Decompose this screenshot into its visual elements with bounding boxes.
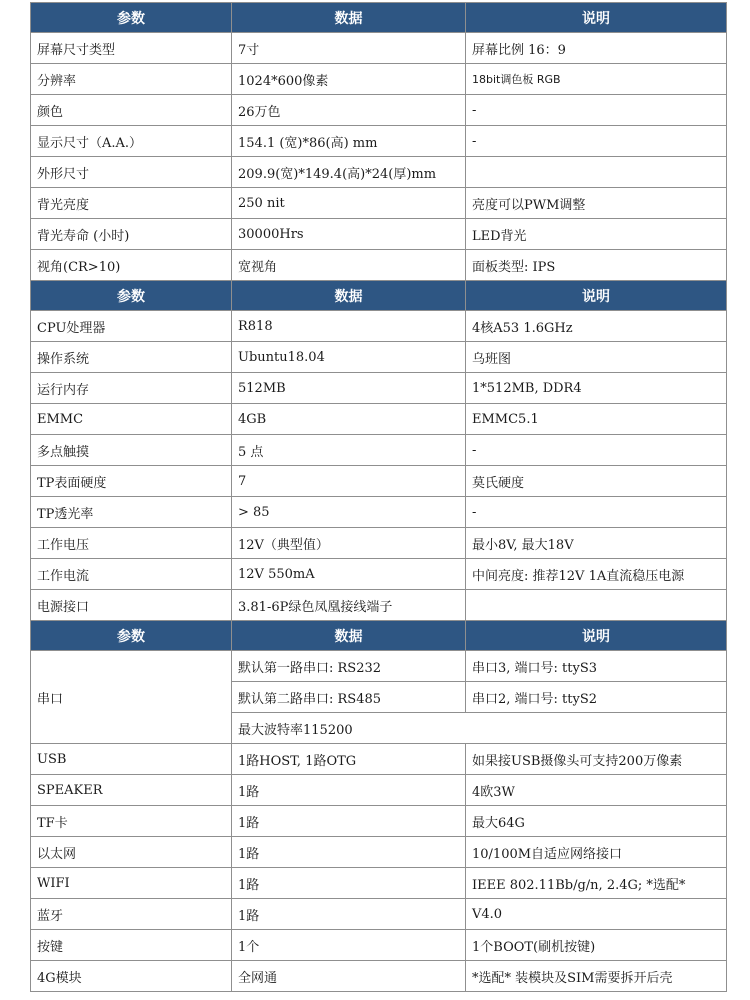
- param-cell: 显示尺寸（A.A.）: [31, 126, 232, 157]
- desc-cell: 如果接USB摄像头可支持200万像素: [466, 744, 727, 775]
- data-cell: R818: [232, 311, 466, 342]
- data-cell: 30000Hrs: [232, 219, 466, 250]
- data-cell: 512MB: [232, 373, 466, 404]
- desc-cell: 4核A53 1.6GHz: [466, 311, 727, 342]
- table-row: [31, 219, 727, 250]
- param-cell: 视角(CR>10): [31, 250, 232, 281]
- header-param: 参数: [31, 3, 232, 33]
- desc-cell: 1*512MB, DDR4: [466, 373, 727, 404]
- desc-cell: 1个BOOT(刷机按键): [466, 930, 727, 961]
- table-row: [31, 435, 727, 466]
- desc-cell: -: [466, 126, 727, 157]
- table-row: [31, 188, 727, 219]
- desc-cell: -: [466, 95, 727, 126]
- table-row: [31, 497, 727, 528]
- param-cell: 颜色: [31, 95, 232, 126]
- data-cell: 250 nit: [232, 188, 466, 219]
- param-cell: 背光寿命 (小时): [31, 219, 232, 250]
- param-cell: 多点触摸: [31, 435, 232, 466]
- param-cell: SPEAKER: [31, 775, 232, 806]
- header-desc: 说明: [466, 3, 727, 33]
- header-desc: 说明: [466, 281, 727, 311]
- param-cell: CPU处理器: [31, 311, 232, 342]
- data-cell: 12V 550mA: [232, 559, 466, 590]
- system-spec-table: [30, 280, 727, 621]
- table-row: [31, 528, 727, 559]
- data-cell: 宽视角: [232, 250, 466, 281]
- table-row: [31, 806, 727, 837]
- param-cell: 串口: [31, 651, 232, 744]
- interface-spec-table: [30, 620, 727, 992]
- display-spec-table: [30, 2, 727, 281]
- table-row: [31, 651, 727, 682]
- data-cell: 1024*600像素: [232, 64, 466, 95]
- param-cell: WIFI: [31, 868, 232, 899]
- desc-cell: 屏幕比例 16：9: [466, 33, 727, 64]
- data-cell: 5 点: [232, 435, 466, 466]
- table-row: [31, 466, 727, 497]
- param-cell: 操作系统: [31, 342, 232, 373]
- desc-cell: 中间亮度: 推荐12V 1A直流稳压电源: [466, 559, 727, 590]
- data-cell: 209.9(宽)*149.4(高)*24(厚)mm: [232, 157, 466, 188]
- data-cell: 12V（典型值）: [232, 528, 466, 559]
- desc-cell: V4.0: [466, 899, 727, 930]
- param-cell: USB: [31, 744, 232, 775]
- desc-cell: -: [466, 435, 727, 466]
- table-row: [31, 868, 727, 899]
- data-cell: 4GB: [232, 404, 466, 435]
- param-cell: 工作电流: [31, 559, 232, 590]
- desc-cell: 串口3, 端口号: ttyS3: [466, 651, 727, 682]
- table-row: [31, 837, 727, 868]
- table-row: [31, 126, 727, 157]
- param-cell: 外形尺寸: [31, 157, 232, 188]
- desc-cell: 莫氏硬度: [466, 466, 727, 497]
- param-cell: TP透光率: [31, 497, 232, 528]
- table-header-row: [31, 281, 727, 311]
- desc-cell: 面板类型: IPS: [466, 250, 727, 281]
- desc-cell: 串口2, 端口号: ttyS2: [466, 682, 727, 713]
- data-cell: Ubuntu18.04: [232, 342, 466, 373]
- desc-cell: IEEE 802.11Bb/g/n, 2.4G; *选配*: [466, 868, 727, 899]
- table-row: [31, 590, 727, 621]
- table-row: [31, 342, 727, 373]
- table-row: [31, 930, 727, 961]
- data-cell: 7寸: [232, 33, 466, 64]
- data-cell: > 85: [232, 497, 466, 528]
- data-cell: 26万色: [232, 95, 466, 126]
- table-row: [31, 744, 727, 775]
- data-cell: 154.1 (宽)*86(高) mm: [232, 126, 466, 157]
- table-row: [31, 33, 727, 64]
- data-cell: 3.81-6P绿色凤凰接线端子: [232, 590, 466, 621]
- table-row: [31, 961, 727, 992]
- data-cell: 1路HOST, 1路OTG: [232, 744, 466, 775]
- desc-cell: 18bit调色板 RGB: [466, 64, 727, 95]
- table-row: [31, 64, 727, 95]
- data-cell: 默认第一路串口: RS232: [232, 651, 466, 682]
- param-cell: TF卡: [31, 806, 232, 837]
- desc-cell: *选配* 装模块及SIM需要拆开后壳: [466, 961, 727, 992]
- desc-cell: 亮度可以PWM调整: [466, 188, 727, 219]
- data-cell: 1路: [232, 806, 466, 837]
- param-cell: 4G模块: [31, 961, 232, 992]
- header-data: 数据: [232, 621, 466, 651]
- table-header-row: [31, 3, 727, 33]
- table-header-row: [31, 621, 727, 651]
- table-row: [31, 373, 727, 404]
- param-cell: 按键: [31, 930, 232, 961]
- desc-cell: [466, 157, 727, 188]
- header-data: 数据: [232, 3, 466, 33]
- desc-cell: [466, 590, 727, 621]
- desc-cell: 最小8V, 最大18V: [466, 528, 727, 559]
- data-cell: 1个: [232, 930, 466, 961]
- table-row: [31, 559, 727, 590]
- param-cell: 蓝牙: [31, 899, 232, 930]
- param-cell: 分辨率: [31, 64, 232, 95]
- desc-cell: LED背光: [466, 219, 727, 250]
- data-cell: 默认第二路串口: RS485: [232, 682, 466, 713]
- table-row: [31, 157, 727, 188]
- data-cell: 1路: [232, 837, 466, 868]
- param-cell: 屏幕尺寸类型: [31, 33, 232, 64]
- header-data: 数据: [232, 281, 466, 311]
- header-param: 参数: [31, 281, 232, 311]
- data-cell: 1路: [232, 775, 466, 806]
- desc-cell: 最大64G: [466, 806, 727, 837]
- data-cell: 全网通: [232, 961, 466, 992]
- desc-cell: 4欧3W: [466, 775, 727, 806]
- desc-cell: 10/100M自适应网络接口: [466, 837, 727, 868]
- desc-cell: EMMC5.1: [466, 404, 727, 435]
- data-cell: 1路: [232, 868, 466, 899]
- param-cell: 工作电压: [31, 528, 232, 559]
- desc-cell: -: [466, 497, 727, 528]
- param-cell: 以太网: [31, 837, 232, 868]
- data-cell: 1路: [232, 899, 466, 930]
- data-cell: 7: [232, 466, 466, 497]
- table-row: [31, 404, 727, 435]
- data-cell: 最大波特率115200: [232, 713, 727, 744]
- param-cell: TP表面硬度: [31, 466, 232, 497]
- table-row: [31, 899, 727, 930]
- param-cell: EMMC: [31, 404, 232, 435]
- param-cell: 运行内存: [31, 373, 232, 404]
- table-row: [31, 311, 727, 342]
- header-param: 参数: [31, 621, 232, 651]
- table-row: [31, 775, 727, 806]
- table-row: [31, 95, 727, 126]
- header-desc: 说明: [466, 621, 727, 651]
- param-cell: 电源接口: [31, 590, 232, 621]
- param-cell: 背光亮度: [31, 188, 232, 219]
- table-row: [31, 250, 727, 281]
- desc-cell: 乌班图: [466, 342, 727, 373]
